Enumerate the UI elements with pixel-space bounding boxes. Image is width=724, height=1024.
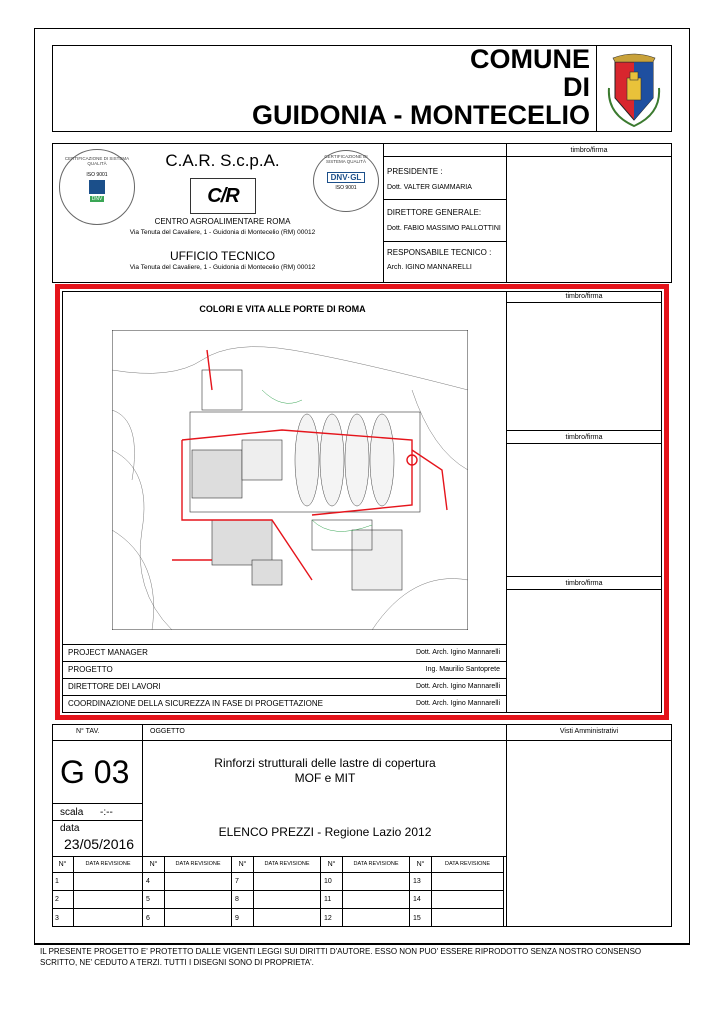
revision-header-cell bbox=[343, 856, 410, 873]
revision-number-cell bbox=[52, 873, 74, 891]
revision-number: 13 bbox=[413, 878, 421, 885]
scala-label: scala bbox=[60, 807, 84, 818]
president-name: Dott. VALTER GIAMMARIA bbox=[387, 184, 472, 191]
revision-number: 11 bbox=[324, 896, 332, 903]
company-address-2: Via Tenuta del Cavaliere, 1 - Guidonia di Montecelio (RM) 00012 bbox=[129, 264, 316, 271]
revision-date-cell bbox=[74, 873, 143, 891]
revision-n-header: N° bbox=[238, 860, 247, 868]
revision-number-cell bbox=[321, 873, 343, 891]
revision-n-header: N° bbox=[416, 860, 425, 868]
revision-n-header: N° bbox=[58, 860, 67, 868]
timbro-label-4: timbro/firma bbox=[565, 580, 603, 587]
coat-of-arms-icon bbox=[605, 48, 663, 128]
revision-date-header: DATA REVISIONE bbox=[353, 861, 399, 867]
revision-header-cell bbox=[165, 856, 232, 873]
director-name: Dott. FABIO MASSIMO PALLOTTINI bbox=[387, 225, 501, 232]
tav-number: G 03 bbox=[60, 754, 130, 790]
revision-number: 4 bbox=[146, 878, 150, 885]
revision-number: 14 bbox=[413, 896, 421, 903]
revision-date-cell bbox=[432, 909, 504, 927]
revision-header-cell bbox=[52, 856, 74, 873]
role-label-3: COORDINAZIONE DELLA SICUREZZA IN FASE DI PROGETTAZIONE bbox=[68, 699, 324, 708]
office-title: UFFICIO TECNICO bbox=[169, 249, 276, 263]
revision-number: 1 bbox=[55, 878, 59, 885]
revision-header-cell bbox=[143, 856, 165, 873]
role-value-3: Dott. Arch. Igino Mannarelli bbox=[415, 700, 500, 707]
revision-number-cell bbox=[321, 909, 343, 927]
revision-date-cell bbox=[74, 909, 143, 927]
revision-number: 2 bbox=[55, 896, 59, 903]
revision-date-cell bbox=[254, 873, 321, 891]
revision-number: 5 bbox=[146, 896, 150, 903]
president-role: PRESIDENTE : bbox=[387, 167, 443, 176]
revision-number-cell bbox=[232, 873, 254, 891]
revision-number-cell bbox=[232, 891, 254, 909]
revision-date-header: DATA REVISIONE bbox=[175, 861, 221, 867]
revision-date-header: DATA REVISIONE bbox=[444, 861, 491, 867]
role-label-0: PROJECT MANAGER bbox=[68, 648, 148, 657]
revision-number-cell bbox=[410, 891, 432, 909]
revision-number-cell bbox=[52, 909, 74, 927]
revision-date-cell bbox=[343, 909, 410, 927]
comune-title-3: GUIDONIA - MONTECELIO bbox=[252, 100, 590, 130]
revision-date-cell bbox=[432, 873, 504, 891]
data-label: data bbox=[60, 823, 80, 834]
role-label-1: PROGETTO bbox=[68, 665, 113, 674]
timbro-label-1: timbro/firma bbox=[570, 147, 608, 154]
cert-left-text: CERTIFICAZIONE DI SISTEMA QUALITÀ bbox=[64, 156, 130, 166]
comune-title-1: COMUNE bbox=[470, 44, 590, 74]
revision-number-cell bbox=[52, 891, 74, 909]
oggetto-label: OGGETTO bbox=[150, 728, 185, 735]
revision-date-cell bbox=[165, 909, 232, 927]
n-tav-label: N° TAV. bbox=[76, 728, 100, 735]
visti-label: Visti Amministrativi bbox=[559, 728, 619, 735]
revision-date-cell bbox=[165, 873, 232, 891]
timbro-label-3: timbro/firma bbox=[565, 434, 603, 441]
revision-number: 3 bbox=[55, 914, 59, 922]
revision-date-cell bbox=[254, 909, 321, 927]
tech-role: RESPONSABILE TECNICO : bbox=[387, 248, 492, 257]
revision-number-cell bbox=[143, 891, 165, 909]
director-role: DIRETTORE GENERALE: bbox=[387, 208, 482, 217]
timbro-label-2: timbro/firma bbox=[565, 293, 603, 300]
oggetto-line-1: Rinforzi strutturali delle lastre di copertura bbox=[214, 756, 436, 770]
revision-number-cell bbox=[410, 909, 432, 927]
revision-header-cell bbox=[254, 856, 321, 873]
revision-number: 7 bbox=[235, 878, 239, 885]
revision-header-cell bbox=[74, 856, 143, 873]
role-value-1: Ing. Maurilio Santoprete bbox=[425, 666, 500, 673]
revision-header-cell bbox=[321, 856, 343, 873]
company-name: C.A.R. S.c.p.A. bbox=[165, 151, 280, 170]
revision-date-cell bbox=[165, 891, 232, 909]
footer-line-2: SCRITTO, NE' CEDUTO A TERZI. TUTTI I DISEGNI SONO DI PROPRIETA'. bbox=[40, 958, 314, 967]
revision-header-cell bbox=[410, 856, 432, 873]
revision-number-cell bbox=[143, 909, 165, 927]
footer-line-1: IL PRESENTE PROGETTO E' PROTETTO DALLE VIGENTI LEGGI SUI DIRITTI D'AUTORE. ESSO NON PUO' ESSERE RIPRODOTTO SENZA NOSTRO CONSENSO bbox=[40, 947, 642, 956]
revision-header-cell bbox=[232, 856, 254, 873]
role-value-0: Dott. Arch. Igino Mannarelli bbox=[415, 649, 500, 656]
scala-value: -:-- bbox=[100, 807, 113, 818]
revision-number: 12 bbox=[324, 914, 332, 922]
data-value: 23/05/2016 bbox=[64, 836, 135, 852]
revision-table bbox=[52, 856, 506, 927]
iso-cert-left-stamp: ISO 9001 DNV bbox=[59, 149, 135, 225]
revision-number: 6 bbox=[146, 914, 150, 922]
company-subtitle: CENTRO AGROALIMENTARE ROMA bbox=[154, 217, 291, 226]
cert-right-text: CERTIFICAZIONE DI SISTEMA QUALITÀ bbox=[324, 154, 368, 164]
revision-number: 10 bbox=[324, 878, 332, 885]
role-value-2: Dott. Arch. Igino Mannarelli bbox=[415, 683, 500, 690]
oggetto-line-2: MOF e MIT bbox=[294, 771, 356, 785]
revision-date-cell bbox=[254, 891, 321, 909]
site-plan-map bbox=[112, 330, 468, 630]
drawing-subtitle: ELENCO PREZZI - Regione Lazio 2012 bbox=[218, 825, 432, 839]
comune-title-2: DI bbox=[563, 72, 590, 102]
dnv-logo-icon bbox=[89, 180, 105, 194]
revision-n-header: N° bbox=[327, 860, 336, 868]
revision-number-cell bbox=[143, 873, 165, 891]
tech-name: Arch. IGINO MANNARELLI bbox=[387, 264, 472, 271]
revision-number: 15 bbox=[413, 914, 421, 922]
car-logo: C/R bbox=[190, 178, 256, 214]
revision-number: 9 bbox=[235, 914, 239, 922]
revision-date-header: DATA REVISIONE bbox=[264, 861, 310, 867]
revision-date-cell bbox=[343, 891, 410, 909]
revision-number-cell bbox=[410, 873, 432, 891]
iso-cert-right-stamp: DNV·GL ISO 9001 bbox=[313, 150, 379, 212]
revision-n-header: N° bbox=[149, 860, 158, 868]
revision-date-cell bbox=[432, 891, 504, 909]
revision-date-header: DATA REVISIONE bbox=[85, 861, 131, 867]
revision-header-cell bbox=[432, 856, 504, 873]
company-address-1: Via Tenuta del Cavaliere, 1 - Guidonia di Montecelio (RM) 00012 bbox=[129, 229, 316, 236]
revision-number-cell bbox=[321, 891, 343, 909]
revision-date-cell bbox=[74, 891, 143, 909]
role-label-2: DIRETTORE DEI LAVORI bbox=[68, 682, 161, 691]
revision-number: 8 bbox=[235, 896, 239, 903]
revision-date-cell bbox=[343, 873, 410, 891]
project-title: COLORI E VITA ALLE PORTE DI ROMA bbox=[199, 304, 366, 314]
revision-number-cell bbox=[232, 909, 254, 927]
